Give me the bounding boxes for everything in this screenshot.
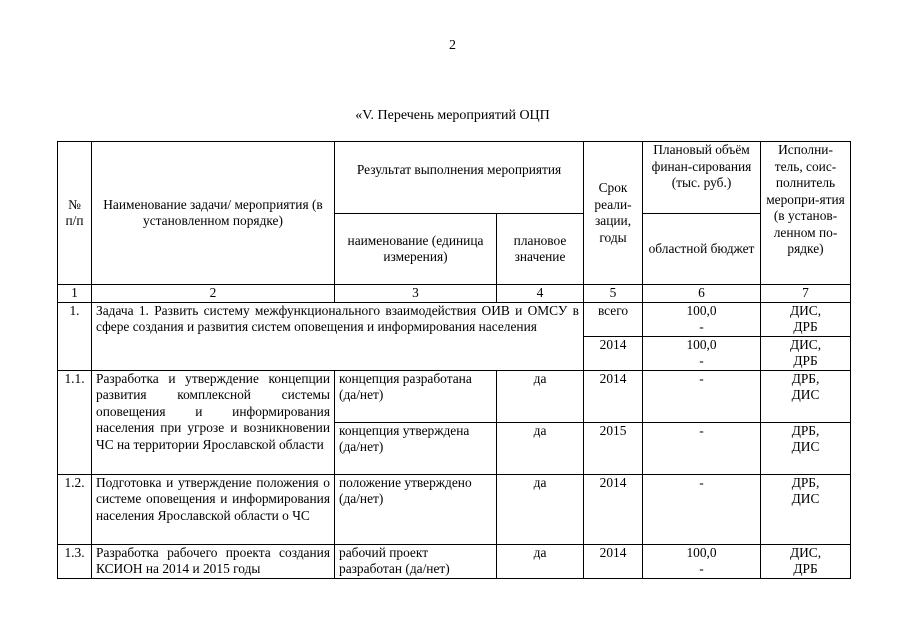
- item-1-3-value: да: [497, 544, 584, 578]
- header-result-value: плановое значение: [497, 214, 584, 285]
- item-1-1-result-2: концепция утверждена (да/нет): [335, 422, 497, 474]
- document-title: «V. Перечень мероприятий ОЦП: [355, 108, 550, 123]
- item-1-3-budget: 100,0 -: [643, 544, 761, 578]
- header-result: Результат выполнения мероприятия: [335, 142, 584, 214]
- header-term: Срок реали-зации, годы: [584, 142, 643, 285]
- header-volume: Плановый объём финан-сирования (тыс. руб.): [643, 142, 761, 214]
- item-1-3-num: 1.3.: [58, 544, 92, 578]
- task1-term-2014: 2014: [584, 336, 643, 370]
- item-1-3-name: Разработка рабочего проекта создания КСИОН на 2014 и 2015 годы: [92, 544, 335, 578]
- header-num: № п/п: [58, 142, 92, 285]
- header-budget: областной бюджет: [643, 214, 761, 285]
- header-row-1: [58, 142, 851, 214]
- item-1-2-budget: -: [643, 474, 761, 544]
- item-1-3-term: 2014: [584, 544, 643, 578]
- task1-budget-total: 100,0 -: [643, 302, 761, 336]
- header-name: Наименование задачи/ мероприятия (в установленном порядке): [92, 142, 335, 285]
- item-1-1-term-1: 2014: [584, 370, 643, 422]
- item-1-3-row: [58, 544, 851, 578]
- item-1-2-num: 1.2.: [58, 474, 92, 544]
- col-number-7: 7: [761, 285, 851, 303]
- col-number-6: 6: [643, 285, 761, 303]
- column-numbers-row: [58, 285, 851, 303]
- task1-executor-2014: ДИС, ДРБ: [761, 336, 851, 370]
- col-number-5: 5: [584, 285, 643, 303]
- item-1-1-name: Разработка и утверждение концепции развития комплексной системы оповещения и информирования населения при угрозе и возникновении ЧС на территории Ярославской области: [92, 370, 335, 474]
- item-1-2-executor: ДРБ, ДИС: [761, 474, 851, 544]
- item-1-1-budget-1: -: [643, 370, 761, 422]
- col-number-4: 4: [497, 285, 584, 303]
- task1-name: Задача 1. Развить систему межфункционального взаимодействия ОИВ и ОМСУ в сфере создания и развития систем оповещения и информирования населения: [92, 302, 584, 370]
- item-1-1-value-2: да: [497, 422, 584, 474]
- item-1-1-executor-1: ДРБ, ДИС: [761, 370, 851, 422]
- item-1-1-row-1: [58, 370, 851, 422]
- item-1-1-executor-2: ДРБ, ДИС: [761, 422, 851, 474]
- item-1-2-result: положение утверждено (да/нет): [335, 474, 497, 544]
- task1-executor-total: ДИС, ДРБ: [761, 302, 851, 336]
- item-1-1-term-2: 2015: [584, 422, 643, 474]
- header-executor: Исполни-тель, соис-полнитель меропри-ятия (в установ-ленном по-рядке): [761, 142, 851, 285]
- task1-num: 1.: [58, 302, 92, 370]
- item-1-1-budget-2: -: [643, 422, 761, 474]
- task1-term-total: всего: [584, 302, 643, 336]
- task1-budget-2014: 100,0 -: [643, 336, 761, 370]
- item-1-1-num: 1.1.: [58, 370, 92, 474]
- item-1-2-name: Подготовка и утверждение положения о системе оповещения и информирования населения Ярославской области о ЧС: [92, 474, 335, 544]
- col-number-3: 3: [335, 285, 497, 303]
- item-1-2-row: [58, 474, 851, 544]
- item-1-1-result-1: концепция разработана (да/нет): [335, 370, 497, 422]
- col-number-2: 2: [92, 285, 335, 303]
- col-number-1: 1: [58, 285, 92, 303]
- header-result-name: наименование (единица измерения): [335, 214, 497, 285]
- measures-table: [57, 141, 851, 579]
- item-1-1-value-1: да: [497, 370, 584, 422]
- item-1-2-value: да: [497, 474, 584, 544]
- item-1-3-executor: ДИС, ДРБ: [761, 544, 851, 578]
- item-1-2-term: 2014: [584, 474, 643, 544]
- page-number: 2: [449, 38, 456, 53]
- item-1-3-result: рабочий проект разработан (да/нет): [335, 544, 497, 578]
- task1-row-total: [58, 302, 851, 336]
